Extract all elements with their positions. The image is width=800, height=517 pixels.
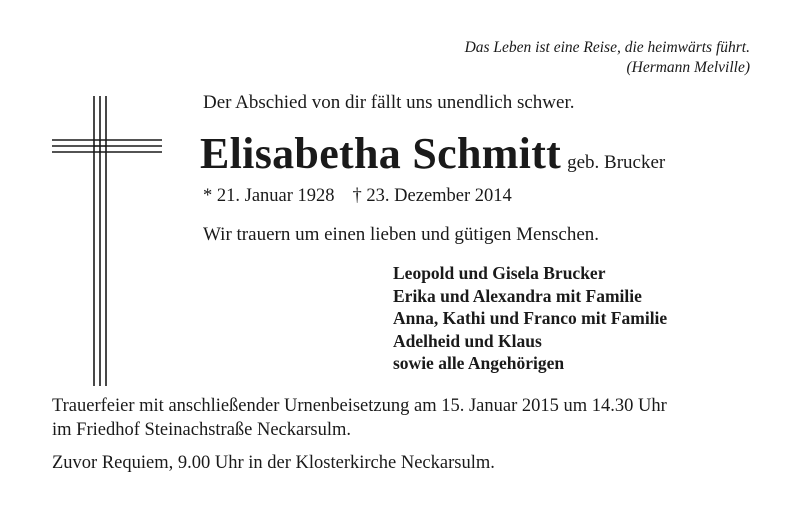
deceased-name: Elisabetha Schmitt — [200, 129, 562, 178]
requiem-info: Zuvor Requiem, 9.00 Uhr in der Klosterkirche Neckarsulm. — [52, 453, 495, 473]
family-member: Adelheid und Klaus — [393, 330, 542, 351]
birth-name: geb. Brucker — [567, 152, 666, 173]
quote-author: (Hermann Melville) — [626, 59, 750, 76]
family-member: Anna, Kathi und Franco mit Familie — [393, 308, 668, 328]
service-info — [52, 394, 667, 442]
life-dates — [203, 186, 512, 207]
family-list — [393, 262, 667, 375]
family-member: Erika und Alexandra mit Familie — [393, 285, 642, 306]
family-member: sowie alle Angehörigen — [393, 353, 565, 373]
mourning-text: Wir trauern um einen lieben und gütigen Menschen. — [203, 224, 600, 245]
quote-text: Das Leben ist eine Reise, die heimwärts führt. — [464, 39, 750, 56]
service-line-1: Trauerfeier mit anschließender Urnenbeisetzung am 15. Januar 2015 um 14.30 Uhr — [52, 396, 667, 416]
service-line-2: im Friedhof Steinachstraße Neckarsulm. — [52, 420, 351, 440]
family-member: Leopold und Gisela Brucker — [393, 263, 606, 283]
epigraph-quote — [465, 38, 750, 78]
birth-date: * 21. Januar 1928 — [203, 186, 335, 206]
deceased-heading — [200, 128, 665, 179]
farewell-line: Der Abschied von dir fällt uns unendlich schwer. — [203, 92, 575, 113]
death-date: † 23. Dezember 2014 — [352, 186, 512, 206]
cross-icon — [52, 96, 162, 386]
